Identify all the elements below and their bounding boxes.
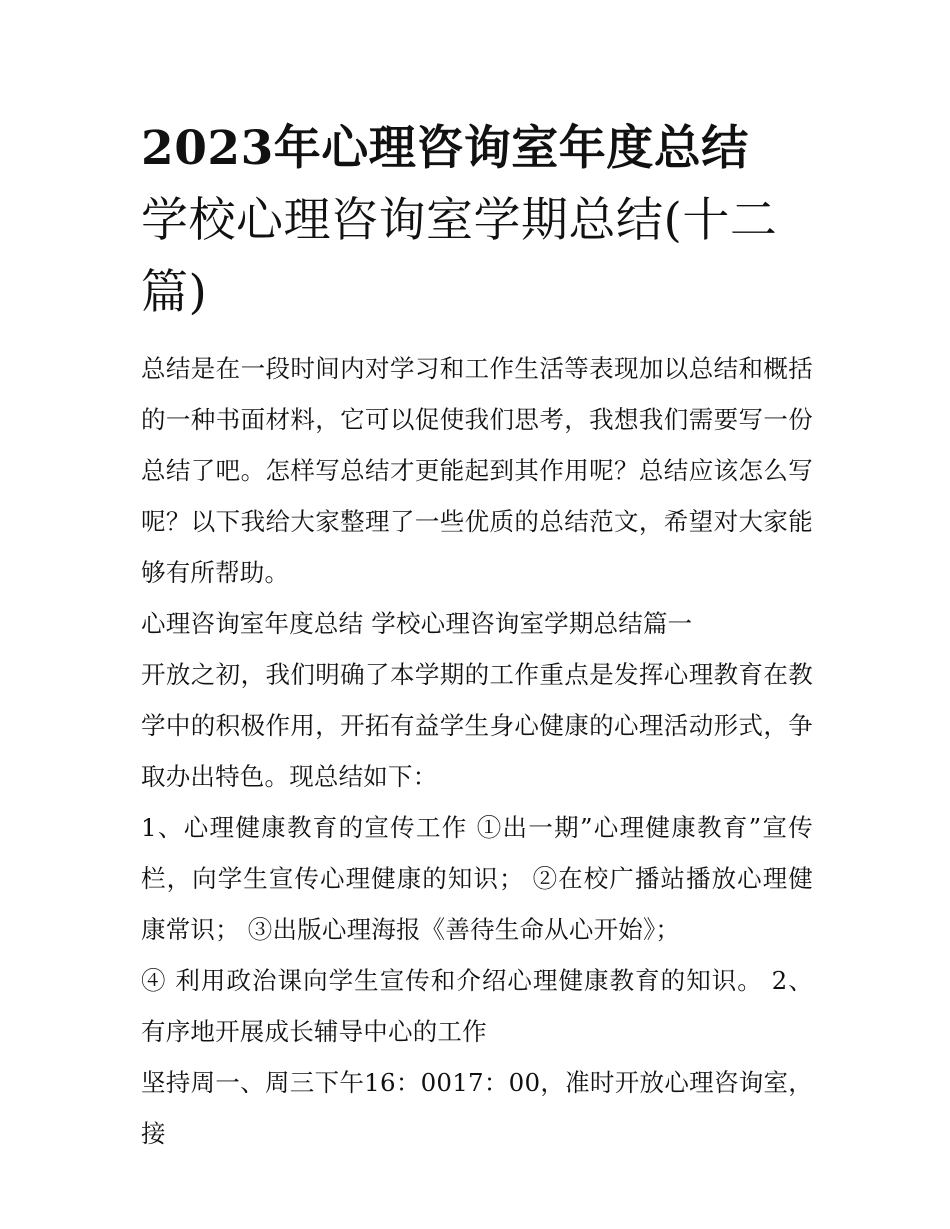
body-paragraph-2: 1、心理健康教育的宣传工作 ①出一期”心理健康教育”宣传栏，向学生宣传心理健康的知识； ②在校广播站播放心理健康常识； ③出版心理海报《善待生命从心开始》； [141, 813, 813, 944]
title-line-2: 学校心理咨询室学期总结(十二 [141, 193, 778, 248]
body-paragraph-4: 坚持周一、周三下午16：0017：00，准时开放心理咨询室，接 [141, 1068, 813, 1148]
document-title [141, 113, 813, 329]
intro-paragraph: 总结是在一段时间内对学习和工作生活等表现加以总结和概括的一种书面材料，它可以促使我们思考，我想我们需要写一份总结了吧。怎样写总结才更能起到其作用呢？总结应该怎么写呢？以下我给大家整理了一些优质的总结范文，希望对大家能够有所帮助。 [141, 354, 813, 587]
title-line-3: 篇) [141, 265, 208, 320]
document-body [141, 113, 813, 1159]
section-heading: 心理咨询室年度总结 学校心理咨询室学期总结篇一 [141, 609, 693, 638]
body-paragraph-3: ④ 利用政治课向学生宣传和介绍心理健康教育的知识。 2、有序地开展成长辅导中心的工作 [141, 966, 813, 1046]
body-paragraph-1: 开放之初，我们明确了本学期的工作重点是发挥心理教育在教学中的积极作用，开拓有益学生身心健康的心理活动形式，争取办出特色。现总结如下： [141, 660, 813, 791]
title-line-1: 2023年心理咨询室年度总结 [141, 121, 749, 176]
